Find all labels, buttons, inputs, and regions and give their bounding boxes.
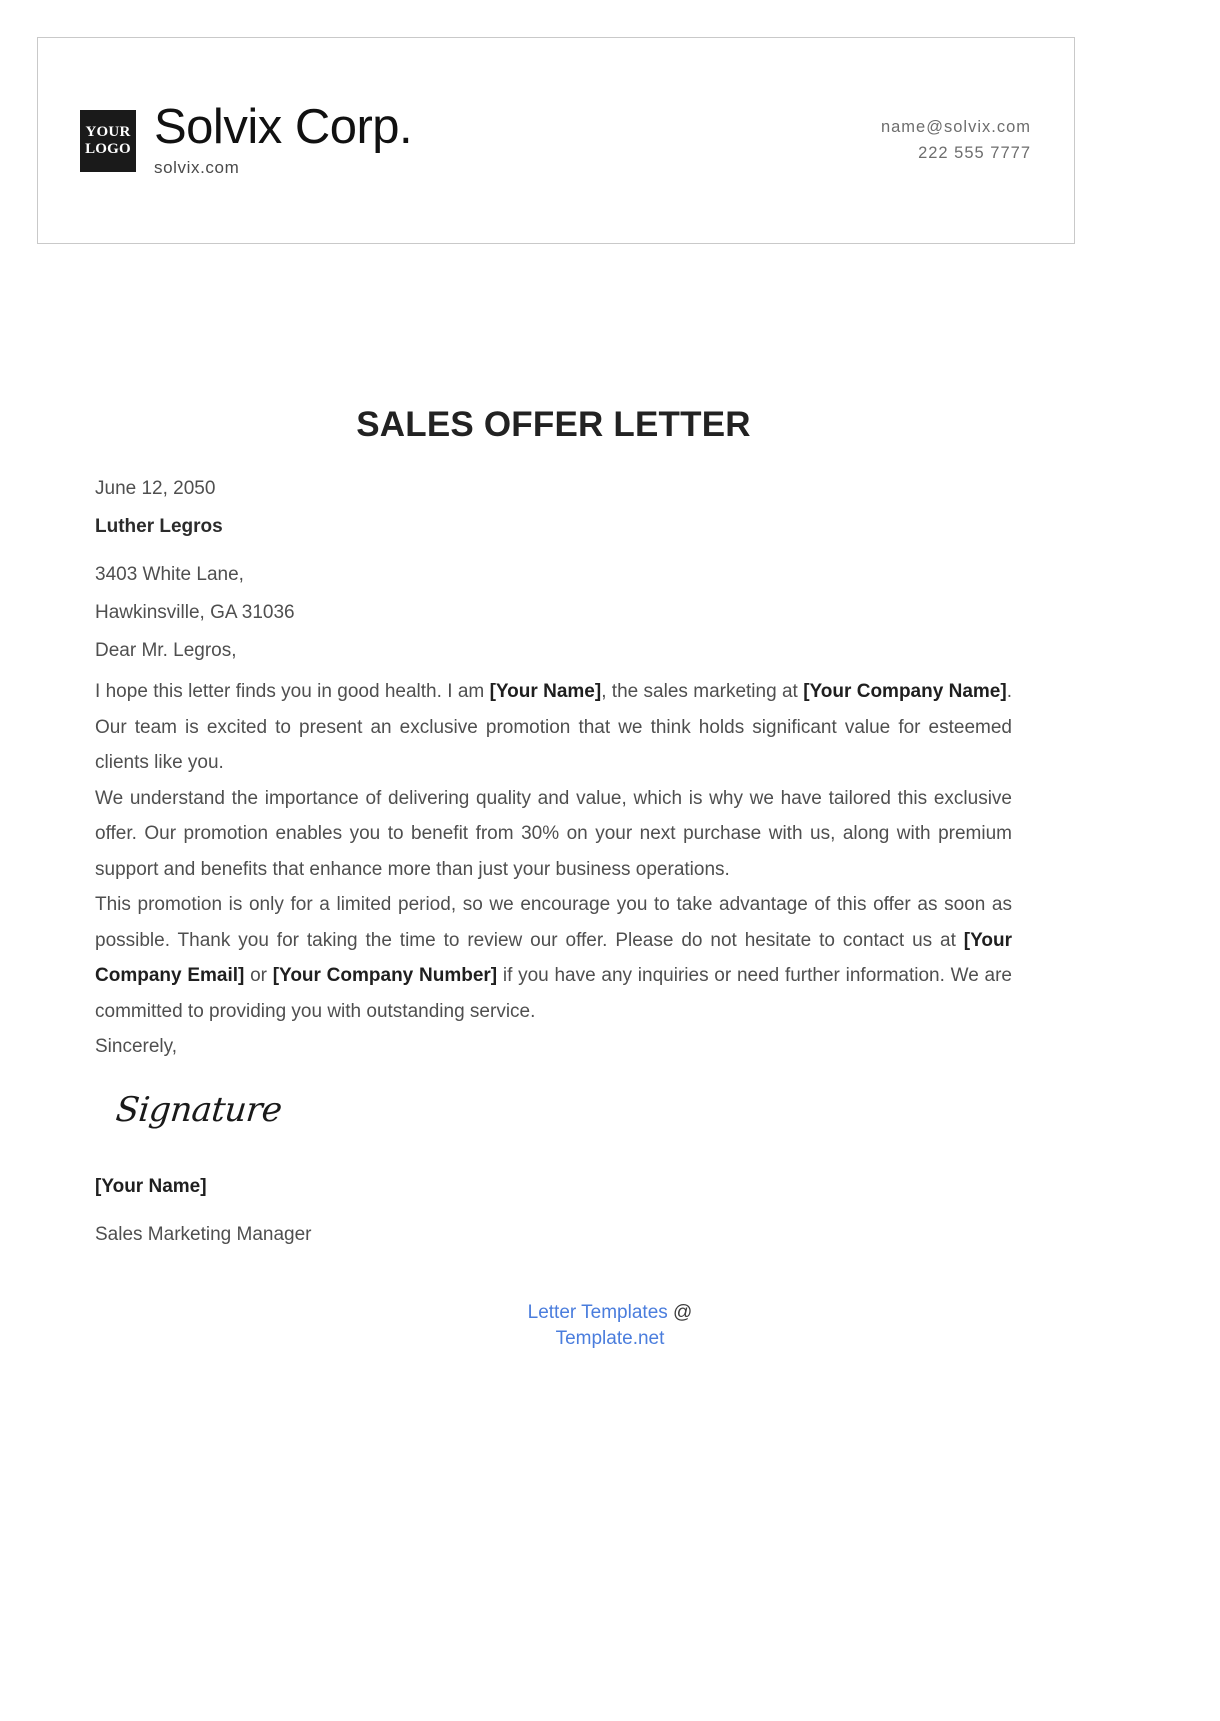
closing-salutation: Sincerely, [95,1036,178,1058]
letterhead [37,37,1075,244]
contact-email: name@solvix.com [880,117,1031,136]
letter-date: June 12, 2050 [95,478,216,499]
brand-block [80,99,413,179]
footer-attribution [0,1300,1220,1351]
page-title: SALES OFFER LETTER [356,405,751,444]
paragraph-1-part-1: I hope this letter finds you in good health. I am [95,681,490,702]
paragraph-1-bold-your-name: [Your Name] [489,681,602,702]
letter-templates-link[interactable]: Letter Templates [527,1302,668,1323]
paragraph-2: We understand the importance of delivering quality and value, which is why we have tailored this exclusive offer. Our promotion enables you to benefit from 30% on your next purchase with us, along with premium support and benefits that enhance more than just your business operations. [95,787,1012,880]
recipient-name: Luther Legros [95,516,223,537]
paragraph-3-part-1: This promotion is only for a limited period, so we encourage you to take advantage of this offer as soon as possible. Thank you for taking the time to review our offer. Please do not hesitate to contact us at [95,894,1012,951]
recipient-address-line-1: 3403 White Lane, [95,564,244,585]
salutation: Dear Mr. Legros, [95,640,237,661]
recipient-address-line-2: Hawkinsville, GA 31036 [95,602,295,623]
logo-line-2: LOGO [85,140,131,157]
signer-name: [Your Name] [95,1175,207,1197]
paragraph-1 [95,674,1012,781]
paragraph-1-part-2: , the sales marketing at [601,681,804,702]
logo-line-1: YOUR [85,124,131,141]
paragraph-1-bold-company-name: [Your Company Name] [803,681,1007,702]
company-website: solvix.com [154,158,240,178]
paragraph-3-bold-company-email: [Your Company Email] [95,929,1012,987]
paragraph-1-part-3: . Our team is excited to present an exclusive promotion that we think holds significant value for esteemed clients like you. [95,681,1012,774]
company-name: Solvix Corp. [154,99,413,154]
your-logo-placeholder-icon [80,110,136,172]
template-net-link[interactable]: Template.net [555,1327,665,1349]
contact-phone: 222 555 7777 [918,143,1031,162]
paragraph-3-bold-company-number: [Your Company Number] [272,965,498,987]
contact-block [881,115,1031,166]
signature-mark: Signature [113,1089,284,1130]
paragraph-3-part-2: or [244,965,273,987]
paragraph-3-part-3: if you have any inquiries or need further information. We are committed to providing you with outstanding service. [95,965,1012,1022]
paragraph-3 [95,887,1012,1029]
letter-body [95,405,1012,1246]
at-symbol: @ [667,1302,693,1323]
signer-title: Sales Marketing Manager [95,1223,312,1245]
